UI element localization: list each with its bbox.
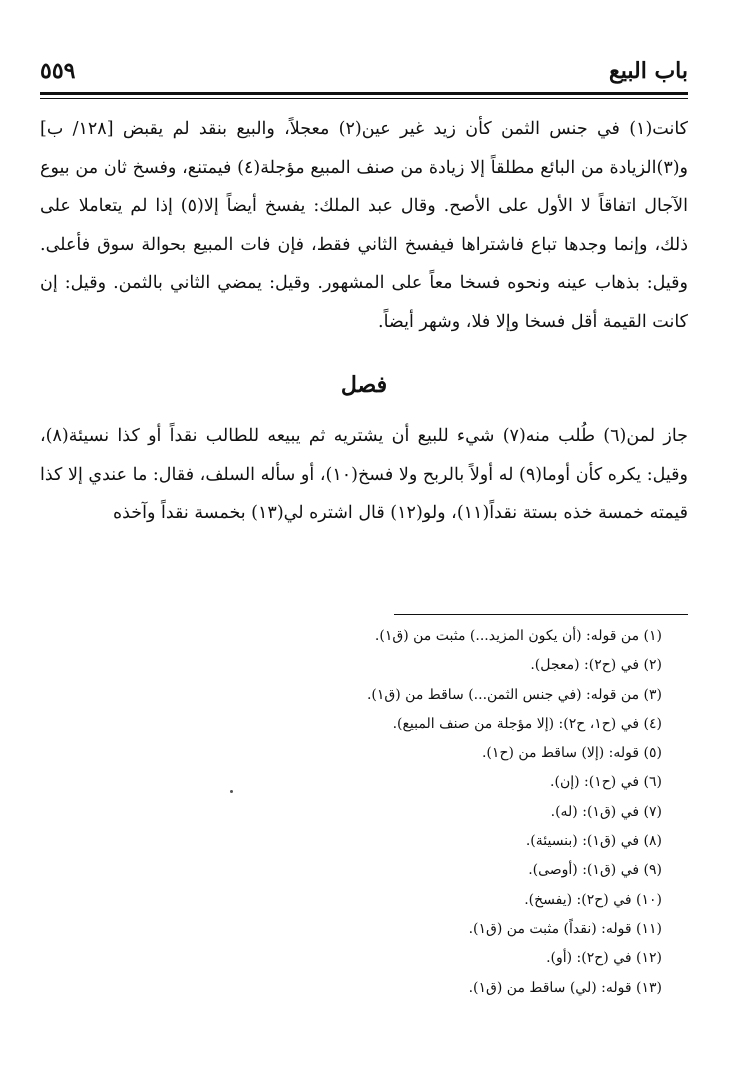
footnote-3: (٣) من قوله: (في جنس الثمن...) ساقط من (ق١). [366, 686, 662, 703]
header-rule-thick [40, 92, 688, 95]
book-page [40, 0, 688, 1088]
footnote-9: (٩) في (ق١): (أوصى). [528, 862, 662, 879]
footnote-13: (١٣) قوله: (لي) ساقط من (ق١). [468, 979, 662, 996]
scan-speck [230, 790, 233, 793]
footnote-12: (١٢) في (ح٢): (أو). [546, 950, 662, 967]
paragraph-1: كانت(١) في جنس الثمن كأن زيد غير عين(٢) معجلاً، والبيع بنقد لم يقبض [١٢٨/ ب] و(٣)الزيادة من البائع مطلقاً إلا زيادة من صنف المبيع مؤجلة(٤) فيمتنع، وفسخ ثان من بيوع الآجال اتفاقاً لا الأول على الأصح. وقال عبد الملك: يفسخ أيضاً إلا(٥) إذا لم يتعاملا على ذلك، وإنما وجدها تباع فاشتراها فيفسخ الثاني فقط، فإن فات المبيع بحوالة سوق فأعلى. وقيل: بذهاب عينه ونحوه فسخا معاً على المشهور. وقيل: يمضي الثاني بالثمن. وقيل: إن كانت القيمة أقل فسخا وإلا فلا، وشهر أيضاً. [40, 119, 688, 332]
section-heading: فصل [340, 372, 388, 398]
footnote-5: (٥) قوله: (إلا) ساقط من (ح١). [481, 745, 662, 762]
footnote-4: (٤) في (ح١، ح٢): (إلا مؤجلة من صنف المبيع). [392, 715, 662, 732]
main-text [40, 110, 688, 533]
footnotes-list [40, 622, 688, 1003]
footnote-11: (١١) قوله: (نقداً) مثبت من (ق١). [468, 920, 662, 937]
header-rule-thin [40, 98, 688, 99]
page-header [40, 58, 688, 92]
footnote-7: (٧) في (ق١): (له). [550, 803, 662, 820]
footnote-1: (١) من قوله: (أن يكون المزيد...) مثبت من (ق١). [374, 628, 662, 644]
footnote-2: (٢) في (ح٢): (معجل). [530, 657, 662, 674]
paragraph-2: جاز لمن(٦) طُلب منه(٧) شيء للبيع أن يشتريه ثم يبيعه للطالب نقداً أو كذا نسيئة(٨)، وقيل: يكره كأن أوما(٩) له أولاً بالربح ولا فسخ(١٠)، أو سأله السلف، فقال: ما عندي إلا كذا قيمته خمسة خذه بستة نقداً(١١)، ولو(١٢) قال اشتره لي(١٣) بخمسة نقداً وآخذه [40, 426, 689, 523]
page-number: ٥٥٩ [40, 58, 76, 84]
footnote-6: (٦) في (ح١): (إن). [550, 774, 662, 791]
footnote-8: (٨) في (ق١): (بنسيئة). [525, 833, 662, 850]
footnote-separator [394, 614, 688, 615]
chapter-title: باب البيع [609, 58, 688, 84]
footnote-10: (١٠) في (ح٢): (يفسخ). [524, 891, 662, 908]
